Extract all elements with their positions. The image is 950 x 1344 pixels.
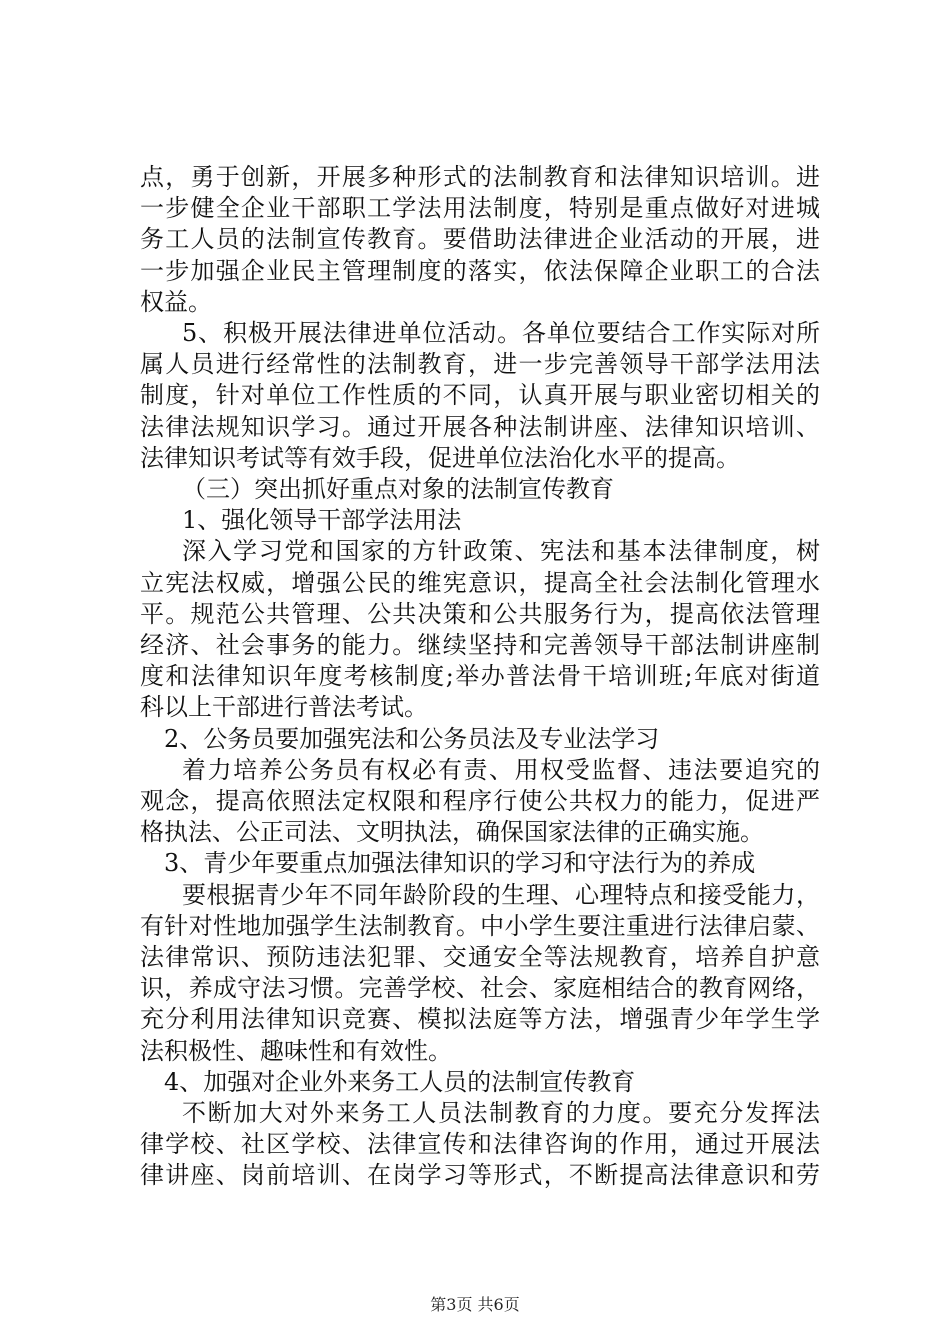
body-line: 观念，提高依照法定权限和程序行使公共权力的能力，促进严 xyxy=(140,787,820,815)
body-line: 有针对性地加强学生法制教育。中小学生要注重进行法律启蒙、 xyxy=(140,911,820,940)
body-line: 平。规范公共管理、公共决策和公共服务行为，提高依法管理 xyxy=(140,599,820,628)
body-line: 法律常识、预防违法犯罪、交通安全等法规教育，培养自护意 xyxy=(140,943,820,971)
body-line: 务工人员的法制宣传教育。要借助法律进企业活动的开展，进 xyxy=(140,225,820,254)
body-line: 充分利用法律知识竞赛、模拟法庭等方法，增强青少年学生学 xyxy=(140,1005,820,1034)
body-line: 一步健全企业干部职工学法用法制度，特别是重点做好对进城 xyxy=(140,194,820,223)
page-number-footer: 第3页 共6页 xyxy=(430,1295,520,1314)
body-line: 法律知识考试等有效手段，促进单位法治化水平的提高。 xyxy=(140,443,740,472)
body-line: 律讲座、岗前培训、在岗学习等形式，不断提高法律意识和劳 xyxy=(140,1161,820,1190)
body-line: 一步加强企业民主管理制度的落实，依法保障企业职工的合法 xyxy=(140,256,820,285)
body-line: 制度，针对单位工作性质的不同，认真开展与职业密切相关的 xyxy=(140,381,820,410)
body-line: 立宪法权威，增强公民的维宪意识，提高全社会法制化管理水 xyxy=(140,568,820,597)
body-line: 权益。 xyxy=(140,287,212,316)
body-line: 识，养成守法习惯。完善学校、社会、家庭相结合的教育网络， xyxy=(140,974,820,1003)
subsection-heading: 2、公务员要加强宪法和公务员法及专业法学习 xyxy=(164,724,660,753)
body-line: 不断加大对外来务工人员法制教育的力度。要充分发挥法 xyxy=(182,1099,820,1127)
body-line: 点，勇于创新，开展多种形式的法制教育和法律知识培训。进 xyxy=(140,163,820,191)
subsection-heading: 4、加强对企业外来务工人员的法制宣传教育 xyxy=(164,1067,636,1096)
body-line: 格执法、公正司法、文明执法，确保国家法律的正确实施。 xyxy=(140,818,764,847)
section-heading: （三）突出抓好重点对象的法制宣传教育 xyxy=(182,475,614,503)
body-line: 法积极性、趣味性和有效性。 xyxy=(140,1036,452,1065)
body-line: 法律法规知识学习。通过开展各种法制讲座、法律知识培训、 xyxy=(140,412,820,441)
body-line: 经济、社会事务的能力。继续坚持和完善领导干部法制讲座制 xyxy=(140,631,820,659)
section-heading: 5、积极开展法律进单位活动。各单位要结合工作实际对所 xyxy=(182,319,820,347)
body-line: 度和法律知识年度考核制度;举办普法骨干培训班;年底对街道 xyxy=(140,662,820,691)
body-line: 科以上干部进行普法考试。 xyxy=(140,693,428,722)
body-line: 属人员进行经常性的法制教育，进一步完善领导干部学法用法 xyxy=(140,350,820,379)
subsection-heading: 3、青少年要重点加强法律知识的学习和守法行为的养成 xyxy=(164,849,756,878)
body-line: 深入学习党和国家的方针政策、宪法和基本法律制度，树 xyxy=(182,537,820,566)
body-line: 着力培养公务员有权必有责、用权受监督、违法要追究的 xyxy=(182,755,820,784)
subsection-heading: 1、强化领导干部学法用法 xyxy=(182,506,462,535)
body-line: 律学校、社区学校、法律宣传和法律咨询的作用，通过开展法 xyxy=(140,1130,820,1159)
body-line: 要根据青少年不同年龄阶段的生理、心理特点和接受能力， xyxy=(182,880,820,909)
